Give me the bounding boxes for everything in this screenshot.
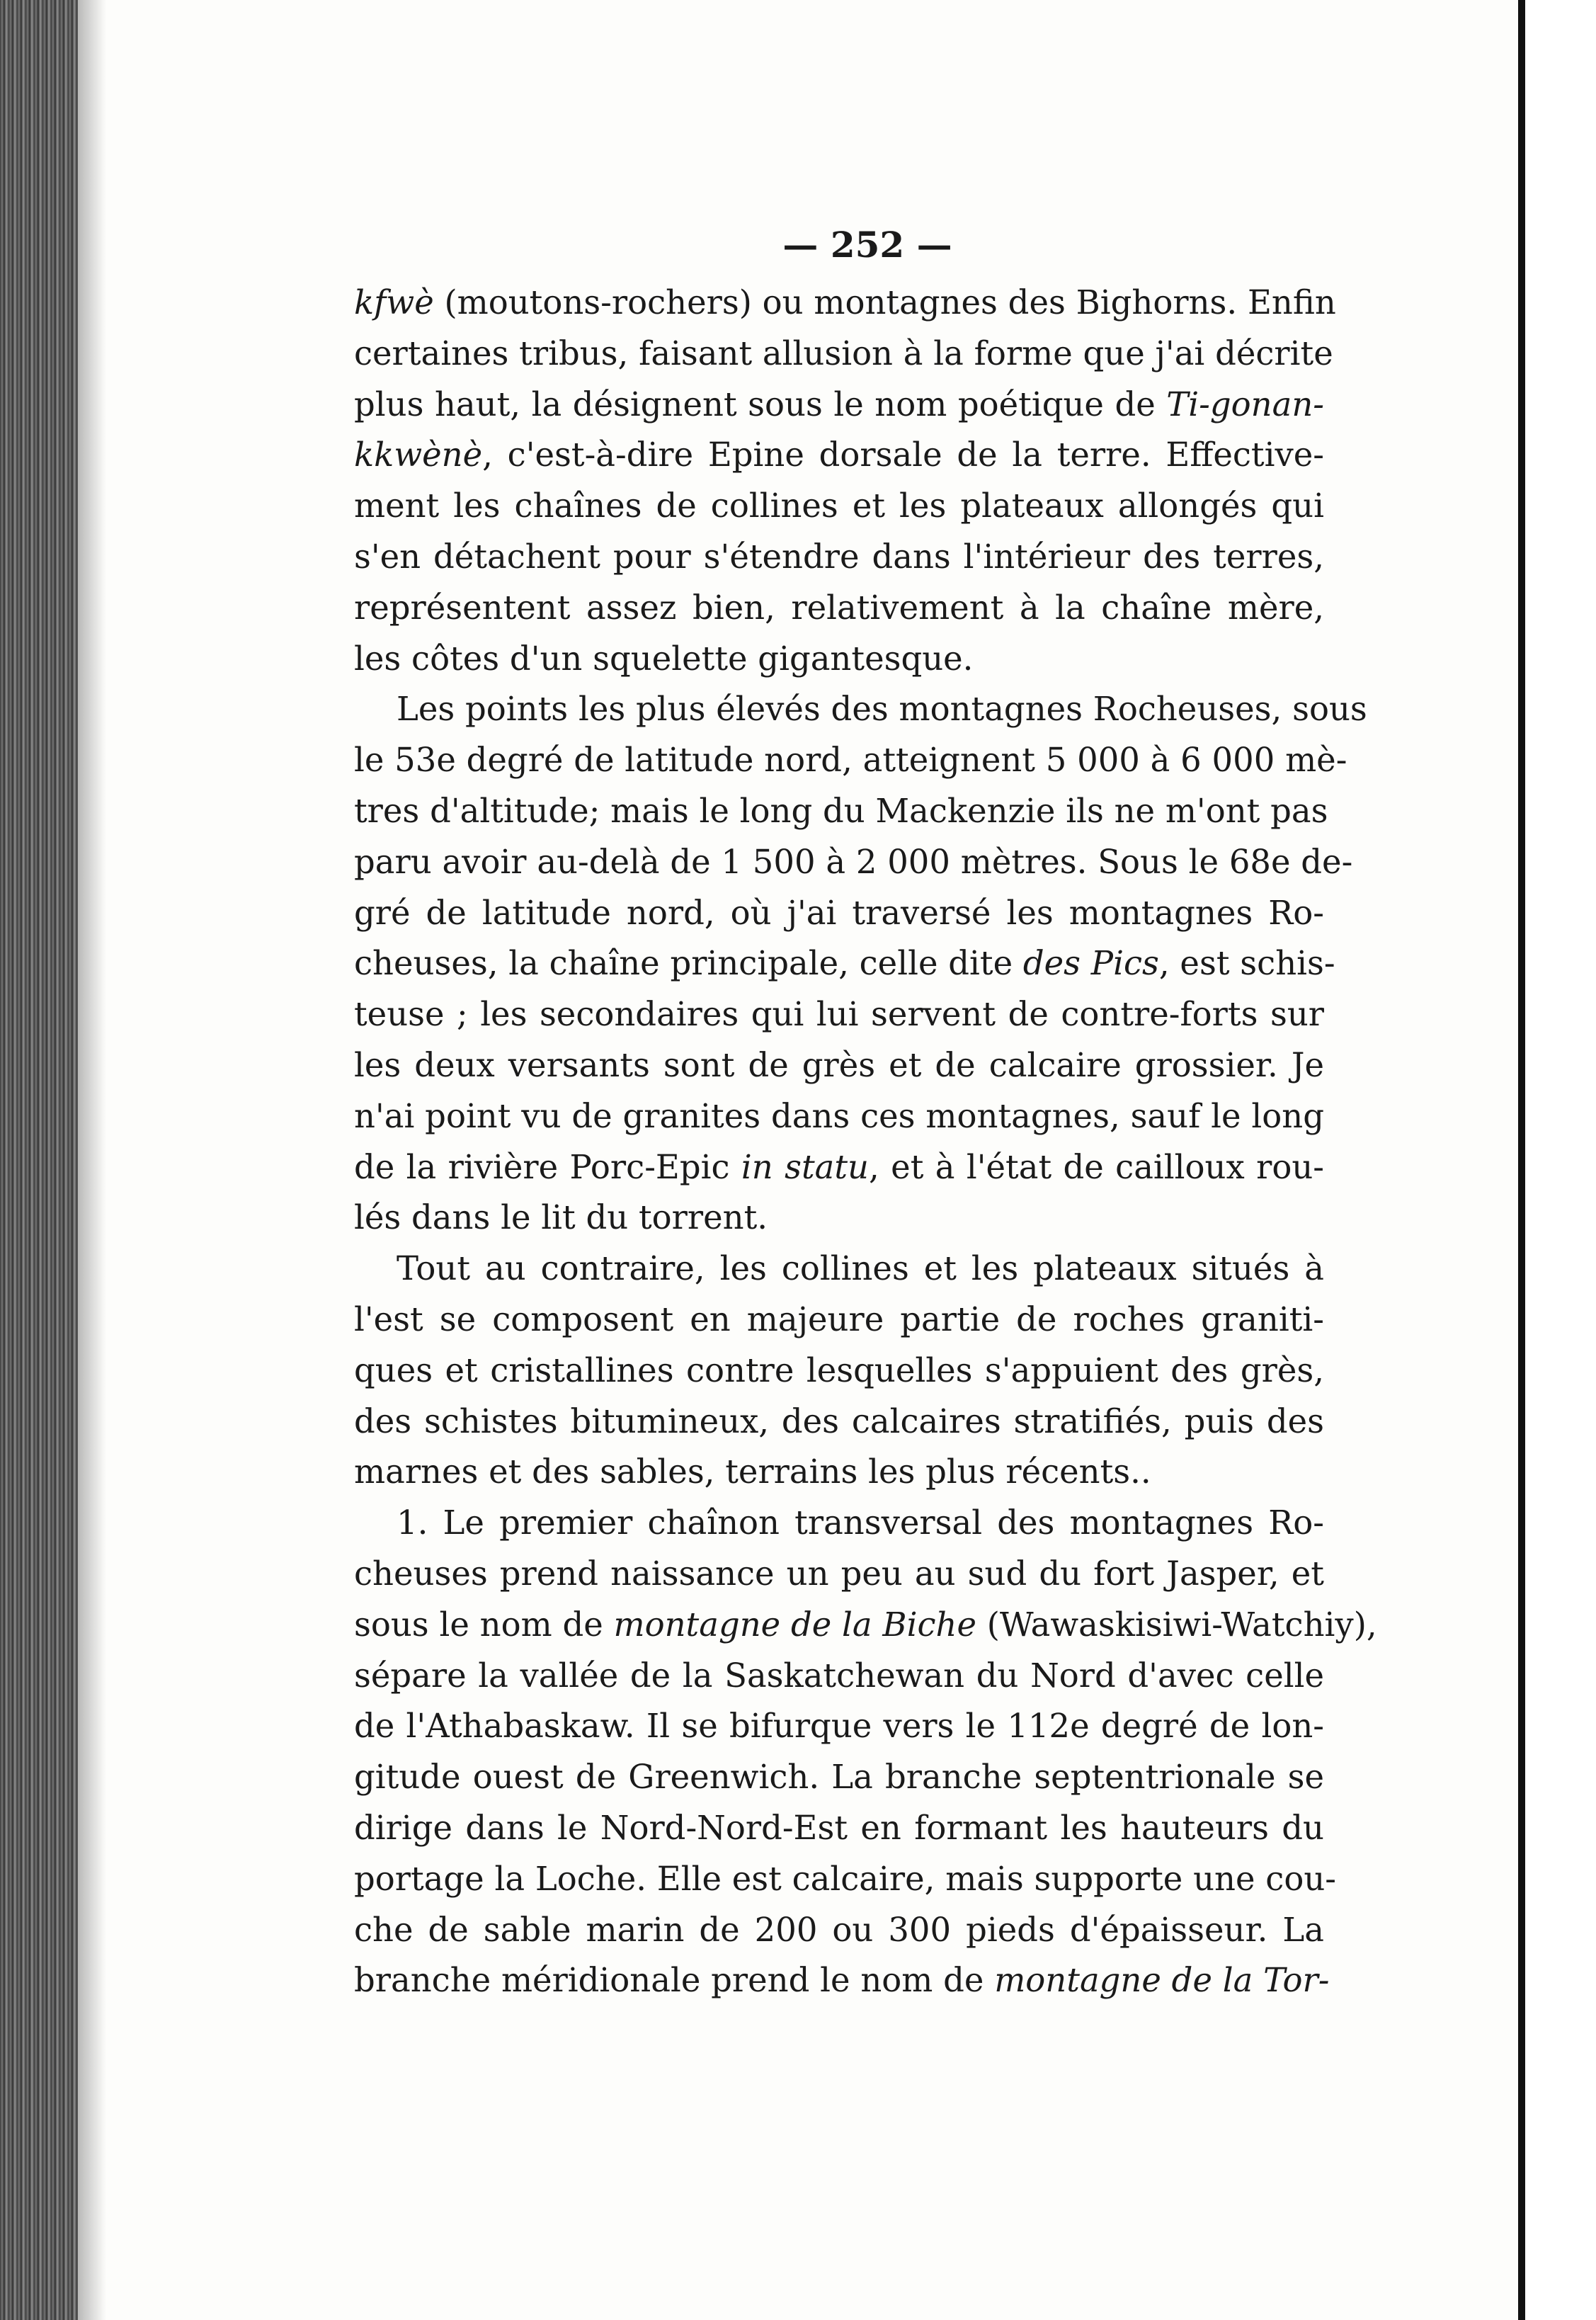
text-run: ques et cristallines contre lesquelles s'appuient des grès, <box>354 1351 1324 1389</box>
body-text <box>354 278 1377 2006</box>
text-run: s'en détachent pour s'étendre dans l'intérieur des terres, <box>354 537 1324 576</box>
text-line <box>354 1193 1324 1244</box>
text-line <box>354 1600 1377 1651</box>
text-line <box>354 1905 1324 1956</box>
text-line <box>354 481 1324 532</box>
text-line <box>354 1752 1324 1803</box>
text-line <box>354 684 1367 735</box>
text-line <box>354 634 1324 685</box>
text-line <box>354 1549 1324 1600</box>
text-run: , c'est-à-dire Epine dorsale de la terre. Effective- <box>482 436 1324 474</box>
text-line <box>354 1295 1324 1346</box>
text-run: représentent assez bien, relativement à la chaîne mère, <box>354 588 1324 627</box>
text-run: cheuses, la chaîne principale, celle dite <box>354 944 1023 983</box>
text-run: branche méridionale prend le nom de <box>354 1961 995 2000</box>
text-run: sépare la vallée de la Saskatchewan du Nord d'avec celle <box>354 1656 1324 1695</box>
text-line <box>354 1701 1324 1752</box>
text-run: Les points les plus élevés des montagnes Rocheuses, sous <box>397 690 1367 729</box>
text-run: de l'Athabaskaw. Il se bifurque vers le 112e degré de lon- <box>354 1707 1324 1746</box>
text-line <box>354 989 1324 1040</box>
italic-text: Ti-gonan- <box>1166 385 1324 423</box>
text-run: (moutons-rochers) ou montagnes des Bighorns. Enfin <box>433 283 1336 322</box>
text-run: n'ai point vu de granites dans ces montagnes, sauf le long <box>354 1096 1324 1135</box>
text-run: lés dans le lit du torrent. <box>354 1198 768 1237</box>
text-run: cheuses prend naissance un peu au sud du fort Jasper, et <box>354 1554 1324 1593</box>
page-text-block <box>354 212 1377 2006</box>
text-run: les côtes d'un squelette gigantesque. <box>354 639 974 678</box>
text-run: certaines tribus, faisant allusion à la forme que j'ai décrite <box>354 334 1333 373</box>
text-run: , et à l'état de cailloux rou- <box>869 1147 1324 1186</box>
italic-text: in statu <box>741 1147 870 1186</box>
text-line <box>354 1346 1324 1397</box>
text-run: gré de latitude nord, où j'ai traversé les montagnes Ro- <box>354 893 1324 932</box>
text-line <box>354 1498 1324 1549</box>
text-run: Tout au contraire, les collines et les plateaux situés à <box>397 1249 1324 1288</box>
italic-text: kkwènè <box>354 436 483 474</box>
text-line <box>354 1651 1324 1702</box>
text-line <box>354 430 1324 481</box>
text-run: l'est se composent en majeure partie de roches graniti- <box>354 1300 1324 1338</box>
text-run: les deux versants sont de grès et de calcaire grossier. Je <box>354 1045 1324 1084</box>
italic-text: montagne de la Tor- <box>994 1961 1330 2000</box>
text-run: ment les chaînes de collines et les plateaux allongés qui <box>354 487 1324 525</box>
text-line <box>354 735 1347 786</box>
text-line <box>354 938 1335 989</box>
text-line <box>354 1955 1330 2006</box>
italic-text: des Pics <box>1022 944 1159 983</box>
italic-text: kfwè <box>354 283 434 322</box>
text-line <box>354 1040 1324 1091</box>
text-run: (Wawaskisiwi-Watchiy), <box>976 1605 1377 1644</box>
text-run: tres d'altitude; mais le long du Mackenzie ils ne m'ont pas <box>354 791 1328 830</box>
text-run: teuse ; les secondaires qui lui servent de contre-forts sur <box>354 995 1324 1034</box>
text-line <box>354 1091 1324 1142</box>
text-line <box>354 1397 1324 1448</box>
text-line <box>354 532 1324 583</box>
text-run: che de sable marin de 200 ou 300 pieds d'épaisseur. La <box>354 1910 1324 1949</box>
text-run: dirige dans le Nord-Nord-Est en formant les hauteurs du <box>354 1808 1324 1847</box>
text-run: des schistes bitumineux, des calcaires stratifiés, puis des <box>354 1401 1324 1440</box>
text-run: plus haut, la désignent sous le nom poétique de <box>354 385 1167 423</box>
text-line <box>354 329 1333 380</box>
page-number: — 252 — <box>782 224 952 266</box>
text-line <box>354 888 1324 939</box>
text-line <box>354 1244 1324 1295</box>
text-run: sous le nom de <box>354 1605 614 1644</box>
text-line <box>354 1803 1324 1854</box>
text-line <box>354 786 1328 837</box>
text-run: marnes et des sables, terrains les plus récents.. <box>354 1452 1151 1491</box>
text-line <box>354 837 1353 888</box>
text-line <box>354 583 1324 634</box>
text-run: de la rivière Porc-Epic <box>354 1147 741 1186</box>
text-run: 1. Le premier chaînon transversal des montagnes Ro- <box>397 1503 1324 1542</box>
text-run: portage la Loche. Elle est calcaire, mais supporte une cou- <box>354 1859 1336 1898</box>
page-edge-shadow <box>1518 0 1525 2320</box>
book-binding-edge <box>0 0 78 2320</box>
right-margin <box>1525 0 1596 2320</box>
text-line <box>354 1447 1324 1498</box>
text-run: le 53e degré de latitude nord, atteignent 5 000 à 6 000 mè- <box>354 741 1347 780</box>
italic-text: montagne de la Biche <box>613 1605 976 1644</box>
text-run: paru avoir au-delà de 1 500 à 2 000 mètres. Sous le 68e de- <box>354 842 1353 881</box>
text-run: , est schis- <box>1158 944 1335 983</box>
text-line <box>354 1854 1336 1905</box>
text-line <box>354 1142 1324 1193</box>
text-line <box>354 380 1324 431</box>
text-run: gitude ouest de Greenwich. La branche septentrionale se <box>354 1758 1324 1797</box>
text-line <box>354 278 1336 329</box>
